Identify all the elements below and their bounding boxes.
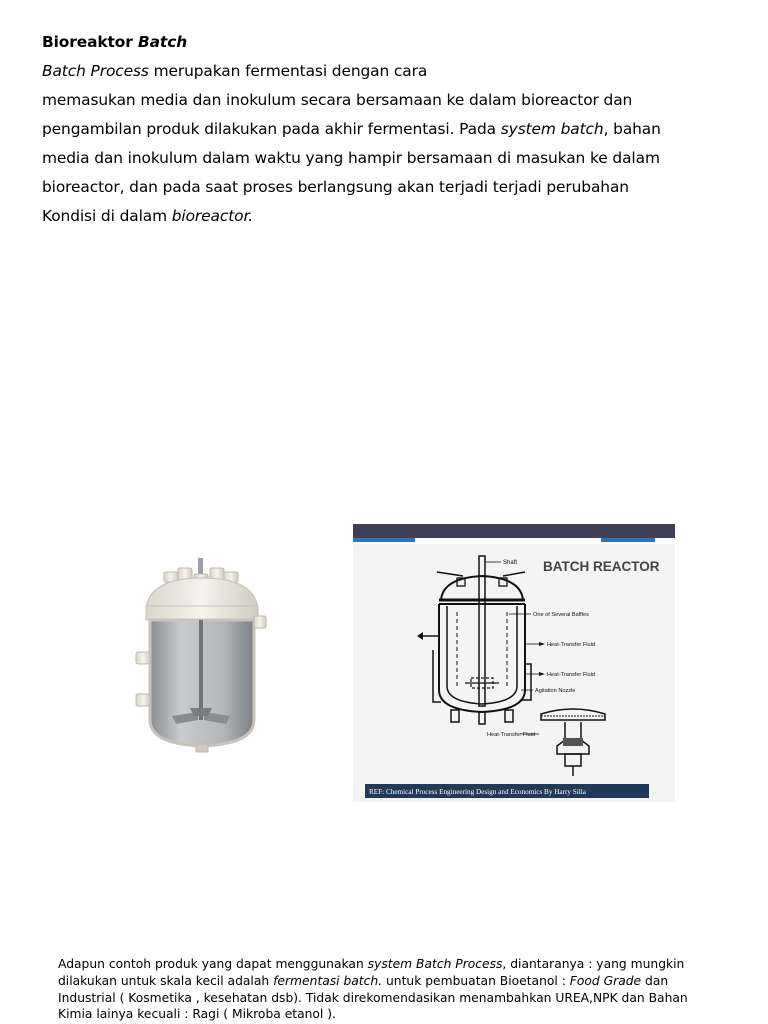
footer-line: Adapun contoh produk yang dapat menggunakan system Batch Process, diantaranya : yang mungkin [58,957,685,971]
label-shaft: Shaft [503,560,518,566]
paragraph-line: media dan inokulum dalam waktu yang hampir bersamaan di masukan ke dalam [42,149,660,167]
batch-reactor-diagram [353,524,675,802]
paragraph-line: Batch Process merupakan fermentasi dengan cara [42,62,428,80]
paragraph-line: pengambilan produk dilakukan pada akhir fermentasi. Pada system batch, bahan [42,120,661,138]
section-title: Bioreaktor Batch [42,33,188,51]
label-agitation-nozzle: Agitation Nozzle [535,688,576,694]
bioreactor-vessel-image [128,548,276,760]
accent-bar-right [601,538,655,542]
footer-paragraph [58,956,718,1023]
paragraph-line: bioreactor, dan pada saat proses berlangsung akan terjadi terjadi perubahan [42,178,629,196]
paragraph-line: Kondisi di dalam bioreactor. [42,207,254,225]
diagram-title: BATCH REACTOR [543,559,660,574]
reference-text: REF: Chemical Process Engineering Design and Economics By Harry Silla [369,788,586,796]
header-bar [353,524,675,538]
batch-reactor-schematic [353,524,675,802]
label-heat-fluid-2: Heat-Transfer Fluid [547,672,595,678]
accent-bar-left [353,538,415,542]
paragraph-line: memasukan media dan inokulum secara bersamaan ke dalam bioreactor dan [42,91,633,109]
footer-line: Kimia lainya kecuali : Ragi ( Mikroba etanol ). [58,1007,336,1022]
label-baffles: One of Several Baffles [533,612,589,618]
footer-line: dilakukan untuk skala kecil adalah fermentasi batch. untuk pembuatan Bioetanol : Food Grade dan [58,973,669,988]
section-body [42,28,682,231]
label-heat-fluid-1: Heat-Transfer Fluid [547,642,595,648]
footer-line: Industrial ( Kosmetika , kesehatan dsb). Tidak direkomendasikan menambahkan UREA,NPK dan Bahan [58,990,688,1005]
label-heat-fluid-3: Heat-Transfer Fluid [487,732,535,738]
